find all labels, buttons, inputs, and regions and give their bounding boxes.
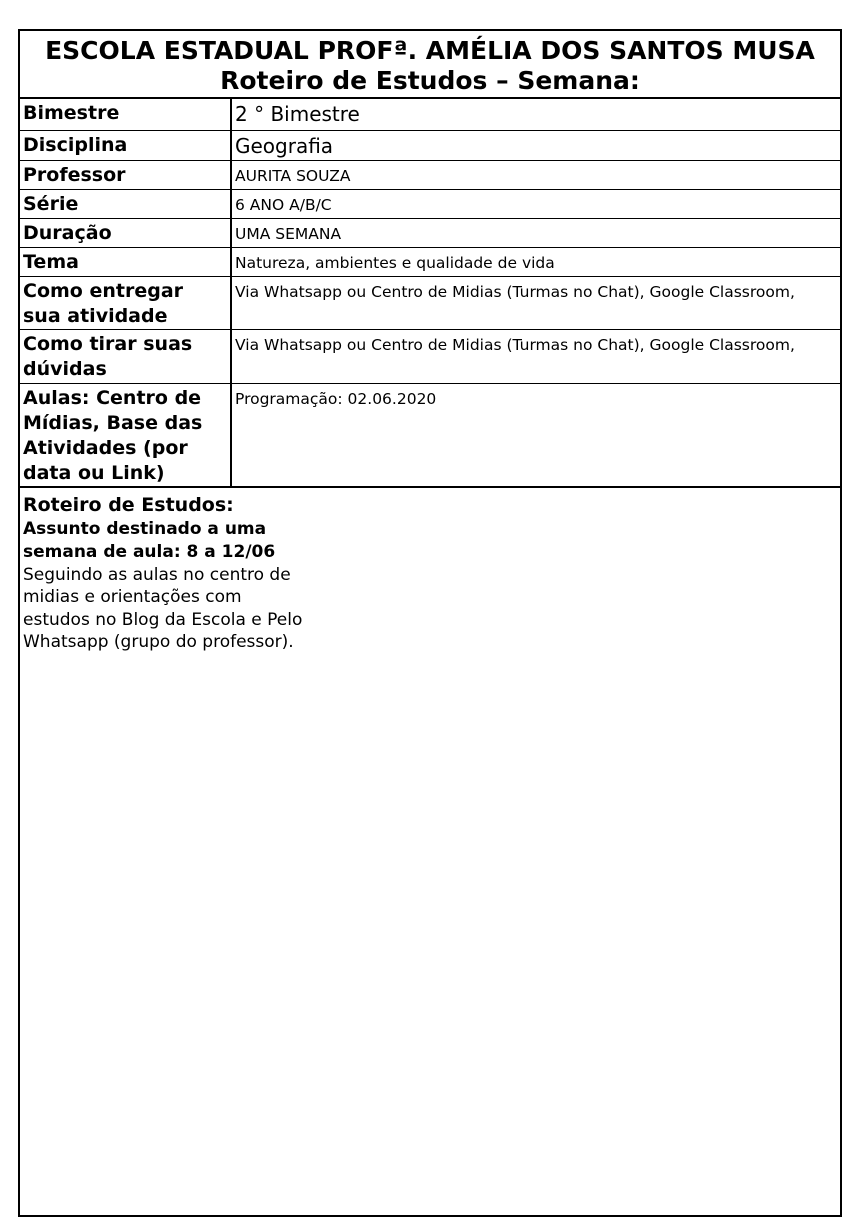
label-serie: Série bbox=[20, 189, 231, 218]
value-bimestre: 2 ° Bimestre bbox=[231, 99, 840, 130]
study-body: Seguindo as aulas no centro de midias e orientações com estudos no Blog da Escola e Pelo Whatsapp (grupo do professor). bbox=[23, 564, 303, 652]
label-duracao: Duração bbox=[20, 218, 231, 247]
row-disciplina bbox=[20, 130, 840, 160]
label-disciplina: Disciplina bbox=[20, 130, 231, 160]
row-professor bbox=[20, 160, 840, 189]
value-entregar: Via Whatsapp ou Centro de Midias (Turmas no Chat), Google Classroom, bbox=[231, 276, 840, 329]
label-entregar: Como entregar sua atividade bbox=[20, 276, 231, 329]
value-duvidas: Via Whatsapp ou Centro de Midias (Turmas no Chat), Google Classroom, bbox=[231, 329, 840, 383]
value-tema: Natureza, ambientes e qualidade de vida bbox=[231, 247, 840, 276]
value-aulas: Programação: 02.06.2020 bbox=[231, 383, 840, 487]
document-header bbox=[20, 31, 840, 99]
study-subject: Assunto destinado a uma semana de aula: 8 a 12/06 bbox=[23, 518, 276, 562]
document-title: Roteiro de Estudos – Semana: bbox=[220, 66, 640, 95]
study-plan-document bbox=[18, 29, 842, 1217]
label-bimestre: Bimestre bbox=[20, 99, 231, 130]
row-bimestre bbox=[20, 99, 840, 130]
row-tema bbox=[20, 247, 840, 276]
label-tema: Tema bbox=[20, 247, 231, 276]
value-disciplina: Geografia bbox=[231, 130, 840, 160]
label-aulas: Aulas: Centro de Mídias, Base das Atividades (por data ou Link) bbox=[20, 383, 231, 487]
value-duracao: UMA SEMANA bbox=[231, 218, 840, 247]
row-duvidas bbox=[20, 329, 840, 383]
label-professor: Professor bbox=[20, 160, 231, 189]
value-professor: AURITA SOUZA bbox=[231, 160, 840, 189]
row-serie bbox=[20, 189, 840, 218]
row-aulas bbox=[20, 383, 840, 487]
row-duracao bbox=[20, 218, 840, 247]
row-entregar bbox=[20, 276, 840, 329]
value-serie: 6 ANO A/B/C bbox=[231, 189, 840, 218]
school-name: ESCOLA ESTADUAL PROFª. AMÉLIA DOS SANTOS MUSA bbox=[45, 36, 815, 65]
label-duvidas: Como tirar suas dúvidas bbox=[20, 329, 231, 383]
study-section bbox=[20, 488, 316, 659]
study-title: Roteiro de Estudos: bbox=[23, 493, 234, 516]
info-table bbox=[20, 99, 840, 488]
